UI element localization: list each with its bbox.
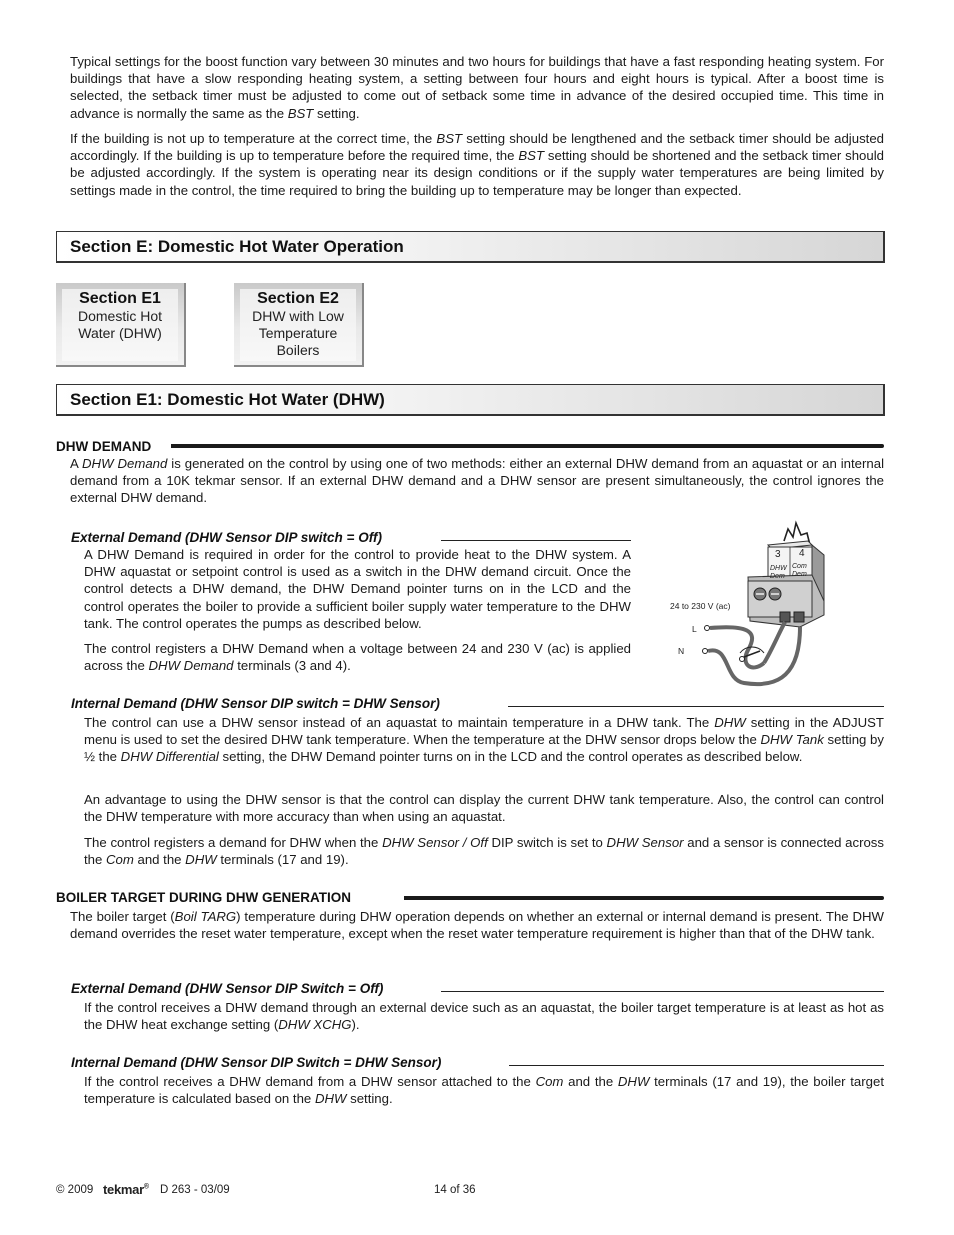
external-demand-heading: External Demand (DHW Sensor DIP switch = Off) — [71, 530, 382, 545]
line-label: L — [692, 624, 697, 634]
section-e1-tab[interactable]: Section E1 Domestic Hot Water (DHW) — [56, 283, 186, 367]
section-e-header — [56, 231, 885, 263]
intro-paragraph-2: If the building is not up to temperature at the correct time, the BST setting should be lengthened and the setback timer should be adjusted accordingly. If the building is up to temperature before the required time, the BST setting should be shortened and the setback timer should be adjusted accordingly. If the system is operating near its design conditions or if the supply water temperatures are being limited by settings made in the control, the time required to bring the building up to temperature may be longer than expected. — [70, 131, 885, 198]
footer-page-number: 14 of 36 — [434, 1184, 476, 1196]
external-demand-2-heading: External Demand (DHW Sensor DIP Switch = Off) — [71, 981, 384, 996]
internal-demand-paragraph-1: The control can use a DHW sensor instead of an aquastat to maintain temperature in a DHW tank. The DHW setting in the ADJUST menu is used to set the desired DHW tank temperature. When the temperature at the DHW sensor drops below the DHW Tank setting by ½ the DHW Differential setting, the DHW Demand pointer turns on in the LCD and the control operates as described below. — [84, 715, 884, 765]
boiler-target-heading: BOILER TARGET DURING DHW GENERATION — [56, 890, 351, 905]
external-demand-2-paragraph: If the control receives a DHW demand through an external device such as an aquastat, the boiler target temperature is at least as hot as the DHW heat exchange setting (DHW XCHG). — [84, 1000, 884, 1033]
boiler-target-paragraph: The boiler target (Boil TARG) temperature during DHW operation depends on whether an external or internal demand is present. The DHW demand overrides the reset water temperature, except when the reset water temperature requirement is higher than that of the DHW tank. — [70, 909, 884, 942]
internal-demand-rule — [508, 706, 884, 707]
section-e1-header — [56, 384, 885, 416]
svg-text:Dem: Dem — [792, 571, 807, 578]
voltage-label: 24 to 230 V (ac) — [670, 601, 731, 611]
svg-text:DHW: DHW — [770, 565, 787, 572]
internal-demand-2-heading: Internal Demand (DHW Sensor DIP Switch = DHW Sensor) — [71, 1055, 442, 1070]
terminal-3-label: 3 — [775, 549, 781, 560]
external-demand-paragraph-1: A DHW Demand is required in order for the control to provide heat to the DHW system. A DHW aquastat or setpoint control is used as a switch in the DHW demand circuit. Once the control detects a DHW demand, the DHW Demand pointer turns on in the LCD and the control operates the boiler to provide a sufficient boiler supply water temperature to the DHW tank. The control operates the pumps as described below. — [84, 547, 631, 631]
section-e2-tab[interactable]: Section E2 DHW with Low Temperature Boilers — [234, 283, 364, 367]
internal-demand-paragraph-3: The control registers a demand for DHW when the DHW Sensor / Off DIP switch is set to DHW Sensor and a sensor is connected across the Com and the DHW terminals (17 and 19). — [84, 835, 884, 868]
footer-doc-number: D 263 - 03/09 — [160, 1184, 230, 1196]
dhw-demand-paragraph: A DHW Demand is generated on the control by using one of two methods: either an external DHW demand from an aquastat or an internal demand from a 10K tekmar sensor. If an external DHW demand and a DHW sensor are present simultaneously, the control ignores the external DHW demand. — [70, 456, 884, 506]
svg-text:Com: Com — [792, 563, 807, 570]
svg-text:Dem: Dem — [770, 573, 785, 580]
dhw-demand-rule — [171, 444, 884, 448]
section-e-title: Section E: Domestic Hot Water Operation — [70, 237, 404, 256]
tekmar-logo: tekmar® — [103, 1182, 149, 1197]
footer-copyright: © 2009 — [56, 1184, 94, 1196]
internal-demand-2-rule — [509, 1065, 884, 1066]
intro-paragraph-1: Typical settings for the boost function vary between 30 minutes and two hours for buildings that have a fast responding heating system. For buildings that have a slow responding heating system, a setting between four hours and eight hours is typical. After a boost time is selected, the setback timer must be adjusted to come out of setback some time in advance of the desired occupied time. This time in advance is normally the same as the BST setting. — [70, 54, 884, 121]
dhw-wiring-diagram — [660, 515, 830, 693]
internal-demand-heading: Internal Demand (DHW Sensor DIP switch = DHW Sensor) — [71, 696, 440, 711]
section-e1-tab-title: Section E1 — [79, 290, 161, 307]
internal-demand-paragraph-2: An advantage to using the DHW sensor is that the control can display the current DHW tank temperature. Also, the control can control the DHW temperature with more accuracy than when using an aquastat. — [84, 792, 884, 825]
section-e2-tab-title: Section E2 — [257, 290, 339, 307]
external-demand-rule — [441, 540, 631, 541]
external-demand-2-rule — [441, 991, 884, 992]
external-demand-paragraph-2: The control registers a DHW Demand when a voltage between 24 and 230 V (ac) is applied across the DHW Demand terminals (3 and 4). — [84, 641, 631, 674]
internal-demand-2-paragraph: If the control receives a DHW demand from a DHW sensor attached to the Com and the DHW terminals (17 and 19), the boiler target temperature is calculated based on the DHW setting. — [84, 1074, 884, 1107]
dhw-demand-heading: DHW DEMAND — [56, 439, 152, 454]
terminal-4-label: 4 — [799, 548, 805, 559]
neutral-label: N — [678, 646, 685, 656]
boiler-target-rule — [404, 896, 884, 900]
section-e1-title: Section E1: Domestic Hot Water (DHW) — [70, 390, 385, 409]
